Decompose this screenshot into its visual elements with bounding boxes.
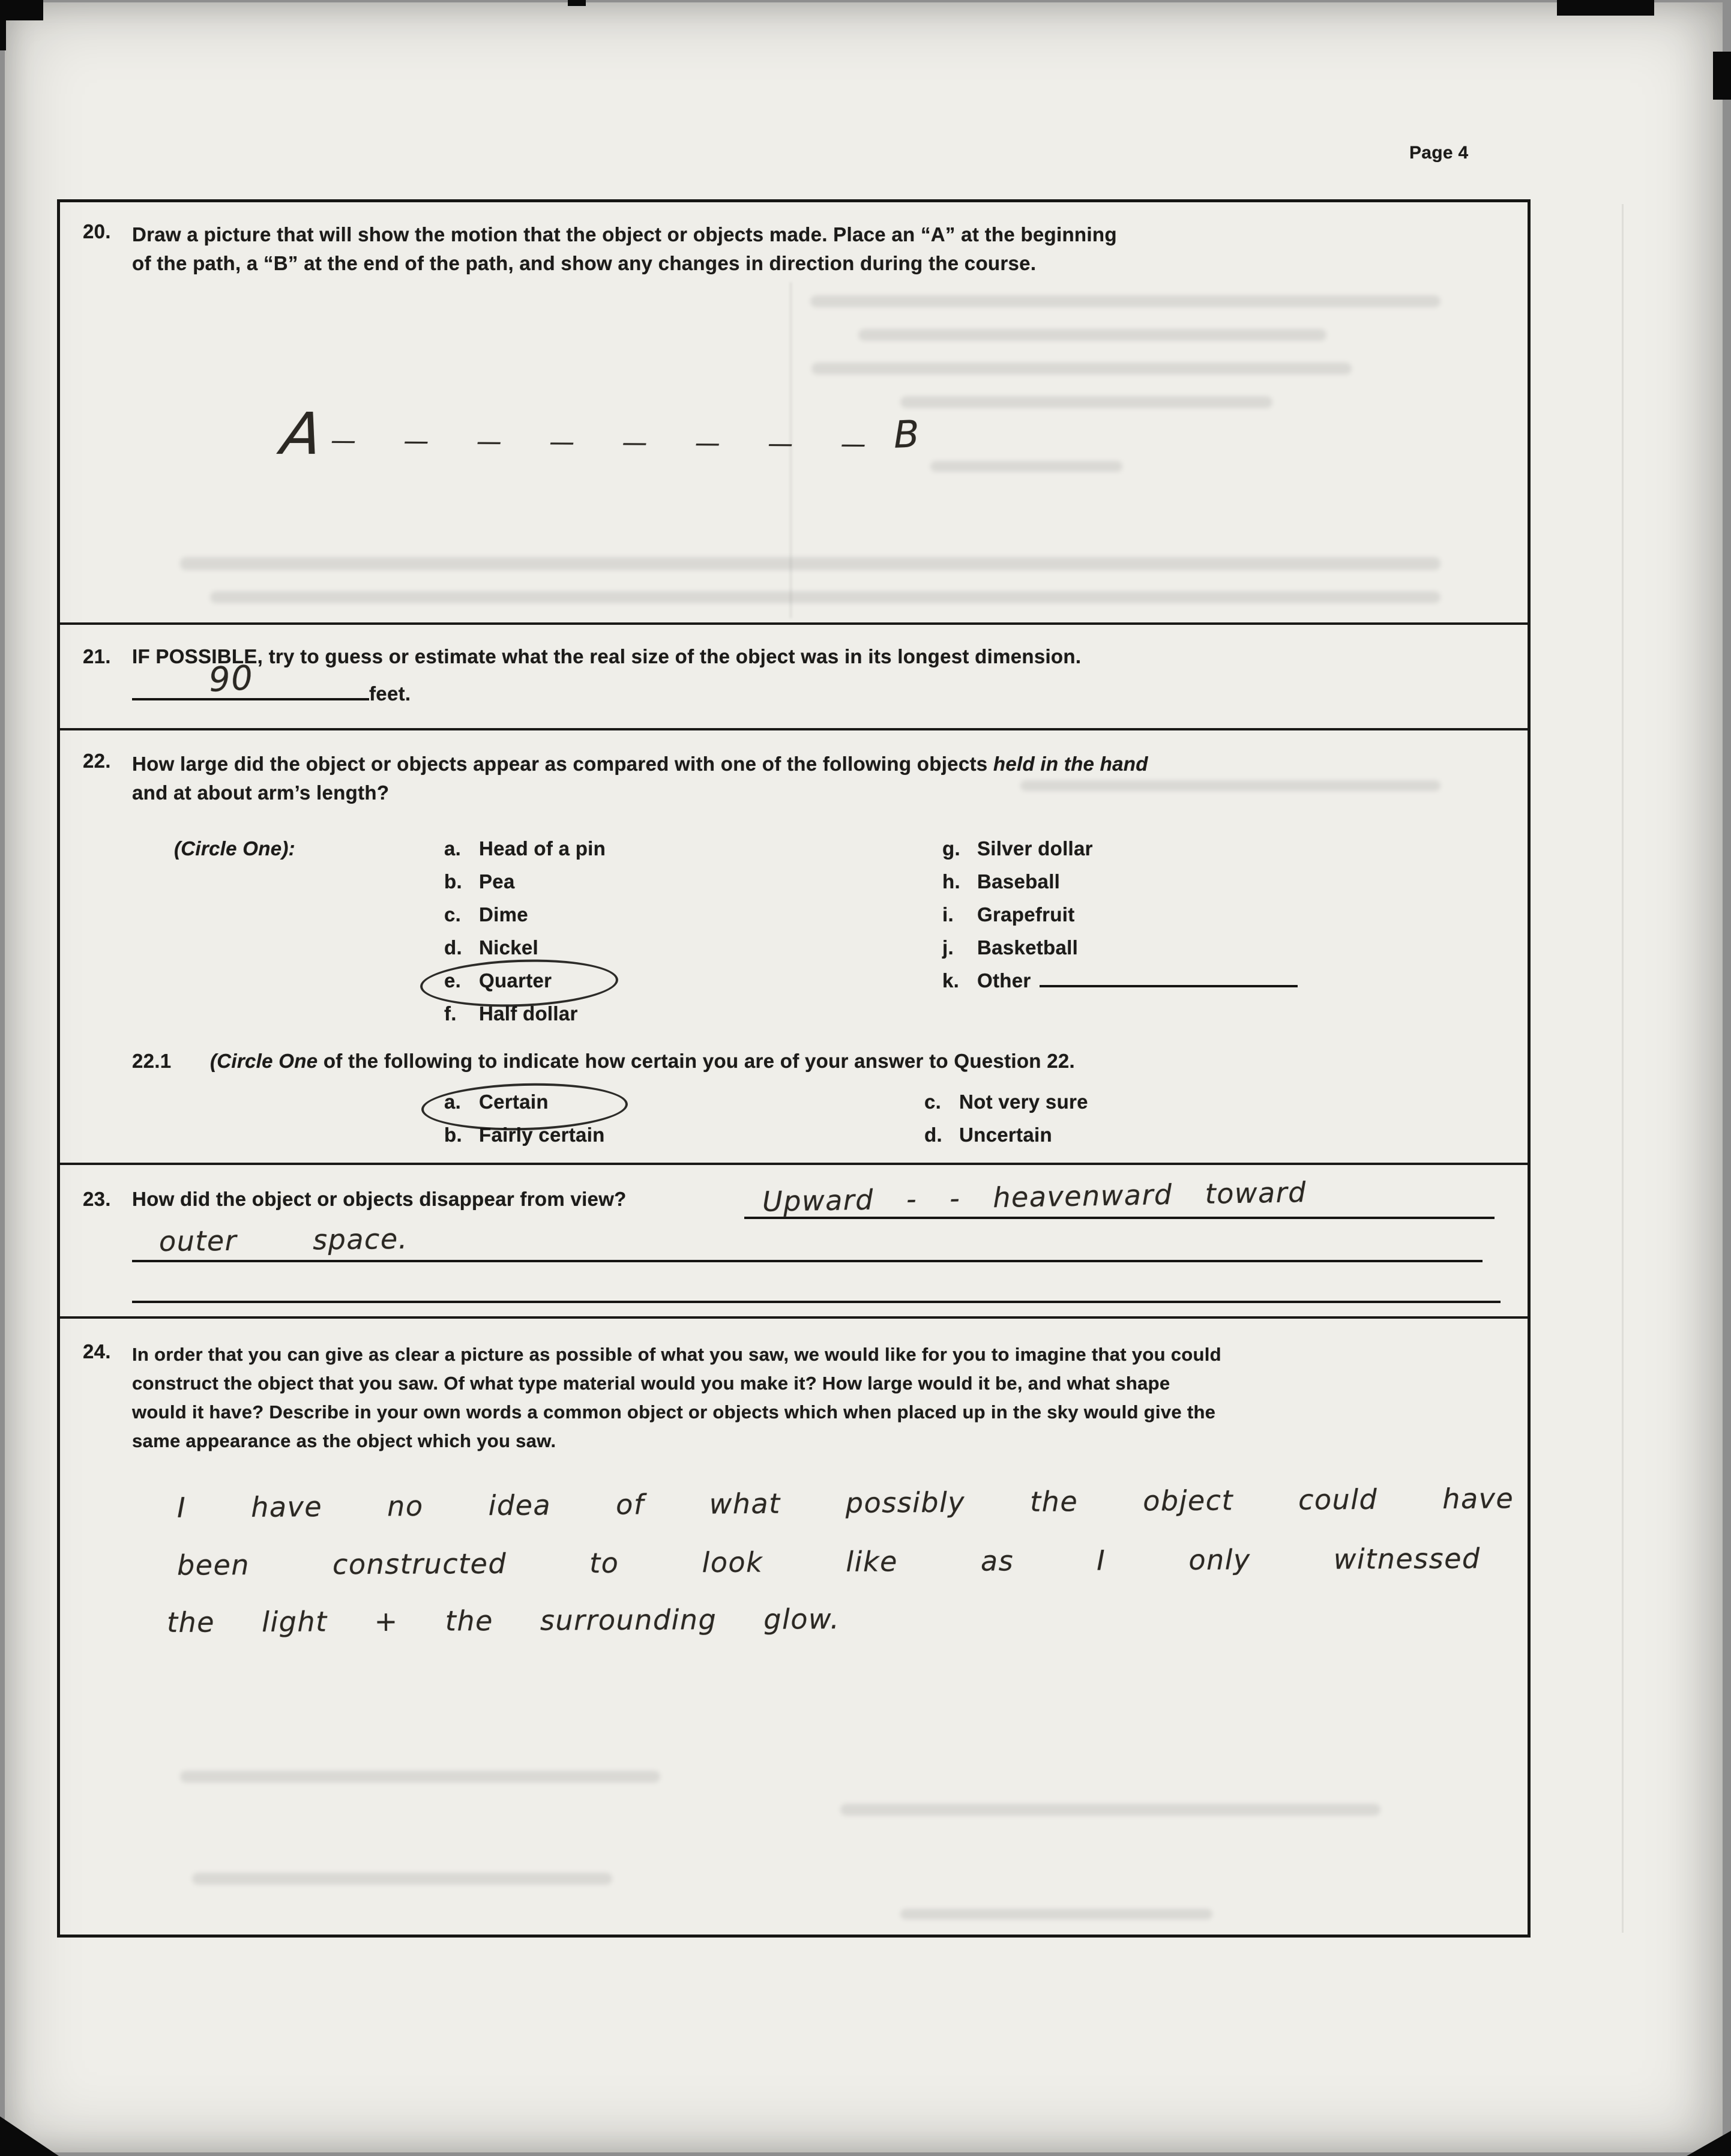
- q22-1-option-label: Not very sure: [959, 1091, 1088, 1113]
- q22-option-basketball: [942, 936, 1298, 969]
- q20-drawing-end-b: B: [893, 411, 921, 457]
- q22-option-label: Pea: [479, 870, 515, 893]
- q22-1-number: 22.1: [132, 1050, 172, 1072]
- q20-text: [132, 220, 1117, 278]
- q22-option-label: Quarter: [479, 969, 552, 992]
- q22-1-text: [210, 1050, 1075, 1073]
- section-divider: [60, 1163, 1528, 1165]
- q20-drawing-start-a: A: [277, 400, 328, 468]
- q23-text: How did the object or objects disappear from view?: [132, 1188, 627, 1210]
- q22-option-letter: b.: [444, 870, 462, 893]
- q24-handwritten-line2: been constructed to look like as I only witnessed: [176, 1542, 1481, 1582]
- scan-artifact-right-edge: [1713, 52, 1731, 100]
- q23-handwritten-answer-line1: Upward - - heavenward toward: [762, 1176, 1307, 1218]
- q22-option-baseball: [942, 870, 1298, 903]
- q21-unit-label: feet.: [369, 682, 411, 705]
- q22-option-label: Head of a pin: [479, 837, 606, 860]
- q22-text-line1-emphasis: held in the hand: [993, 753, 1148, 775]
- q22-1-option-not-very-sure: [924, 1091, 1088, 1124]
- section-divider: [60, 1316, 1528, 1319]
- q22-1-option-label: Certain: [479, 1091, 549, 1113]
- q22-text-line1: [132, 750, 1148, 778]
- scan-artifact-left-edge: [0, 0, 6, 50]
- q22-option-letter: j.: [942, 936, 954, 959]
- q20-text-line1: Draw a picture that will show the motion that the object or objects made. Place an “A” at the beginning: [132, 223, 1117, 245]
- q22-option-label: Nickel: [479, 936, 539, 959]
- q22-option-grapefruit: [942, 903, 1298, 936]
- q22-option-label: Other: [977, 969, 1031, 992]
- q22-option-silver-dollar: [942, 837, 1298, 870]
- q23-answer-line-1: [744, 1176, 1495, 1219]
- q22-option-label: Baseball: [977, 870, 1061, 893]
- q22-option-letter: g.: [942, 837, 960, 860]
- q24-text-line1: In order that you can give as clear a picture as possible of what you saw, we would like for you to imagine that you could: [132, 1344, 1221, 1365]
- q24-text-line4: same appearance as the object which you saw.: [132, 1430, 556, 1451]
- scan-artifact-top-center: [568, 0, 586, 6]
- q21-handwritten-answer: 90: [208, 658, 254, 700]
- section-divider: [60, 728, 1528, 730]
- q22-option-letter: f.: [444, 1002, 457, 1025]
- q22-option-letter: d.: [444, 936, 462, 959]
- q22-text-line2: and at about arm’s length?: [132, 781, 390, 804]
- q22-option-half-dollar: [444, 1002, 606, 1035]
- q22-circle-one-instruction: (Circle One):: [174, 837, 295, 860]
- q20-text-line2: of the path, a “B” at the end of the path, and show any changes in direction during the course.: [132, 252, 1037, 274]
- q22-option-other: [942, 969, 1298, 1002]
- q20-drawing-dashed-path: — — — — — — — —: [331, 425, 869, 459]
- q23-answer-line-2: [132, 1224, 1483, 1262]
- q23-number: 23.: [83, 1188, 111, 1210]
- q22-option-letter: k.: [942, 969, 960, 992]
- q22-1-text-rest: of the following to indicate how certain you are of your answer to Question 22.: [318, 1050, 1076, 1072]
- q22-1-option-uncertain: [924, 1124, 1088, 1157]
- q22-option-head-of-pin: [444, 837, 606, 870]
- q22-option-letter: e.: [444, 969, 462, 992]
- q21-answer-row: [132, 682, 411, 705]
- questionnaire-form-box: [57, 199, 1531, 1938]
- scan-artifact-top-right: [1557, 0, 1654, 16]
- paper-fold-line: [1622, 204, 1624, 1933]
- scan-artifact-top-left: [0, 0, 43, 20]
- q22-option-label: Basketball: [977, 936, 1079, 959]
- q22-1-options-right-column: [924, 1091, 1088, 1157]
- q22-text-line1-pre: How large did the object or objects appear as compared with one of the following objects: [132, 753, 993, 775]
- q22-option-label: Half dollar: [479, 1002, 578, 1025]
- q22-option-letter: h.: [942, 870, 960, 893]
- q22-option-letter: c.: [444, 903, 462, 926]
- q22-1-option-letter: d.: [924, 1124, 942, 1146]
- q22-option-label: Dime: [479, 903, 528, 926]
- q21-text: IF POSSIBLE, try to guess or estimate what the real size of the object was in its longest dimension.: [132, 645, 1082, 667]
- q22-option-dime: [444, 903, 606, 936]
- q24-handwritten-line1: I have no idea of what possibly the object could have: [176, 1482, 1514, 1524]
- q22-1-text-emphasis: (Circle One: [210, 1050, 318, 1072]
- q20-number: 20.: [83, 220, 111, 242]
- q23-handwritten-answer-line2: outer space.: [158, 1222, 409, 1258]
- q22-option-pea: [444, 870, 606, 903]
- q20-drawing: [277, 400, 921, 468]
- q22-number: 22.: [83, 750, 111, 772]
- q22-1-option-letter: b.: [444, 1124, 462, 1146]
- q24-number: 24.: [83, 1340, 111, 1363]
- q22-option-letter: a.: [444, 837, 462, 860]
- q22-option-label: Grapefruit: [977, 903, 1075, 926]
- q24-text-line2: construct the object that you saw. Of what type material would you make it? How large would it be, and what shape: [132, 1373, 1170, 1394]
- q22-other-blank: [1040, 969, 1298, 987]
- q22-1-option-letter: c.: [924, 1091, 942, 1113]
- q24-text: [132, 1340, 1221, 1456]
- q24-text-line3: would it have? Describe in your own words a common object or objects which when placed up in the sky would give the: [132, 1402, 1216, 1423]
- q23-answer-line-3-empty: [132, 1268, 1501, 1303]
- q22-text: [132, 750, 1148, 807]
- page-number: Page 4: [1409, 143, 1469, 163]
- q22-option-letter: i.: [942, 903, 954, 926]
- q22-option-label: Silver dollar: [977, 837, 1093, 860]
- q22-1-option-letter: a.: [444, 1091, 462, 1113]
- q22-1-option-label: Uncertain: [959, 1124, 1052, 1146]
- q22-1-option-label: Fairly certain: [479, 1124, 605, 1146]
- q22-options-right-column: [942, 837, 1298, 1002]
- section-divider: [60, 622, 1528, 625]
- q21-number: 21.: [83, 645, 111, 667]
- q24-handwritten-line3: the light + the surrounding glow.: [166, 1603, 840, 1639]
